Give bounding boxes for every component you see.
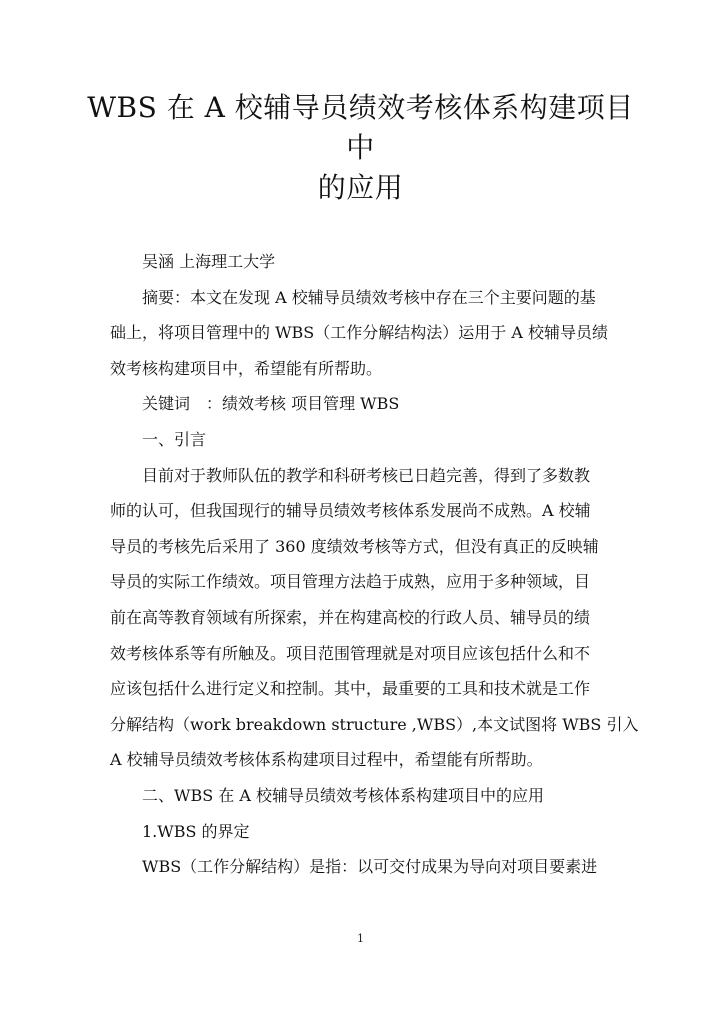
paragraph-line: A 校辅导员绩效考核体系构建项目过程中，希望能有所帮助。 xyxy=(110,750,543,770)
paragraph-line: 分解结构（work breakdown structure ,WBS）,本文试图将 WBS 引入 xyxy=(110,714,639,734)
keywords-line: 关键词 ：绩效考核 项目管理 WBS xyxy=(142,394,400,414)
section-2-heading: 二、WBS 在 A 校辅导员绩效考核体系构建项目中的应用 xyxy=(142,785,544,805)
page-number: 1 xyxy=(357,932,364,945)
paragraph-line: 效考核体系等有所触及。项目范围管理就是对项目应该包括什么和不 xyxy=(110,643,591,663)
subsection-1-paragraph-line: WBS（工作分解结构）是指：以可交付成果为导向对项目要素进 xyxy=(142,857,598,877)
paragraph-line: 前在高等教育领域有所探索，并在构建高校的行政人员、辅导员的绩 xyxy=(110,607,591,627)
abstract-line: 础上，将项目管理中的 WBS（工作分解结构法）运用于 A 校辅导员绩 xyxy=(110,323,608,343)
section-1-paragraph xyxy=(110,458,639,778)
paragraph-line: 导员的实际工作绩效。项目管理方法趋于成熟，应用于多种领域，目 xyxy=(110,572,591,592)
title-line-2: 的应用 xyxy=(317,171,404,204)
abstract-paragraph xyxy=(110,280,613,387)
title-line-1: WBS 在 A 校辅导员绩效考核体系构建项目中 xyxy=(87,91,634,164)
paragraph-line: 导员的考核先后采用了 360 度绩效考核等方式，但没有真正的反映辅 xyxy=(110,536,599,556)
document-body xyxy=(110,244,639,885)
author-line: 吴涵 上海理工大学 xyxy=(142,252,276,271)
paragraph-line: 应该包括什么进行定义和控制。其中，最重要的工具和技术就是工作 xyxy=(110,679,591,699)
subsection-1-heading: 1.WBS 的界定 xyxy=(142,821,250,841)
abstract-line: 效考核构建项目中，希望能有所帮助。 xyxy=(110,358,383,378)
section-1-heading: 一、引言 xyxy=(142,429,207,449)
paragraph-line: 目前对于教师队伍的教学和科研考核已日趋完善，得到了多数教 xyxy=(142,465,591,485)
document-title xyxy=(80,88,641,208)
abstract-line: 摘要：本文在发现 A 校辅导员绩效考核中存在三个主要问题的基 xyxy=(142,287,596,307)
paragraph-line: 师的认可，但我国现行的辅导员绩效考核体系发展尚不成熟。A 校辅 xyxy=(110,501,591,521)
